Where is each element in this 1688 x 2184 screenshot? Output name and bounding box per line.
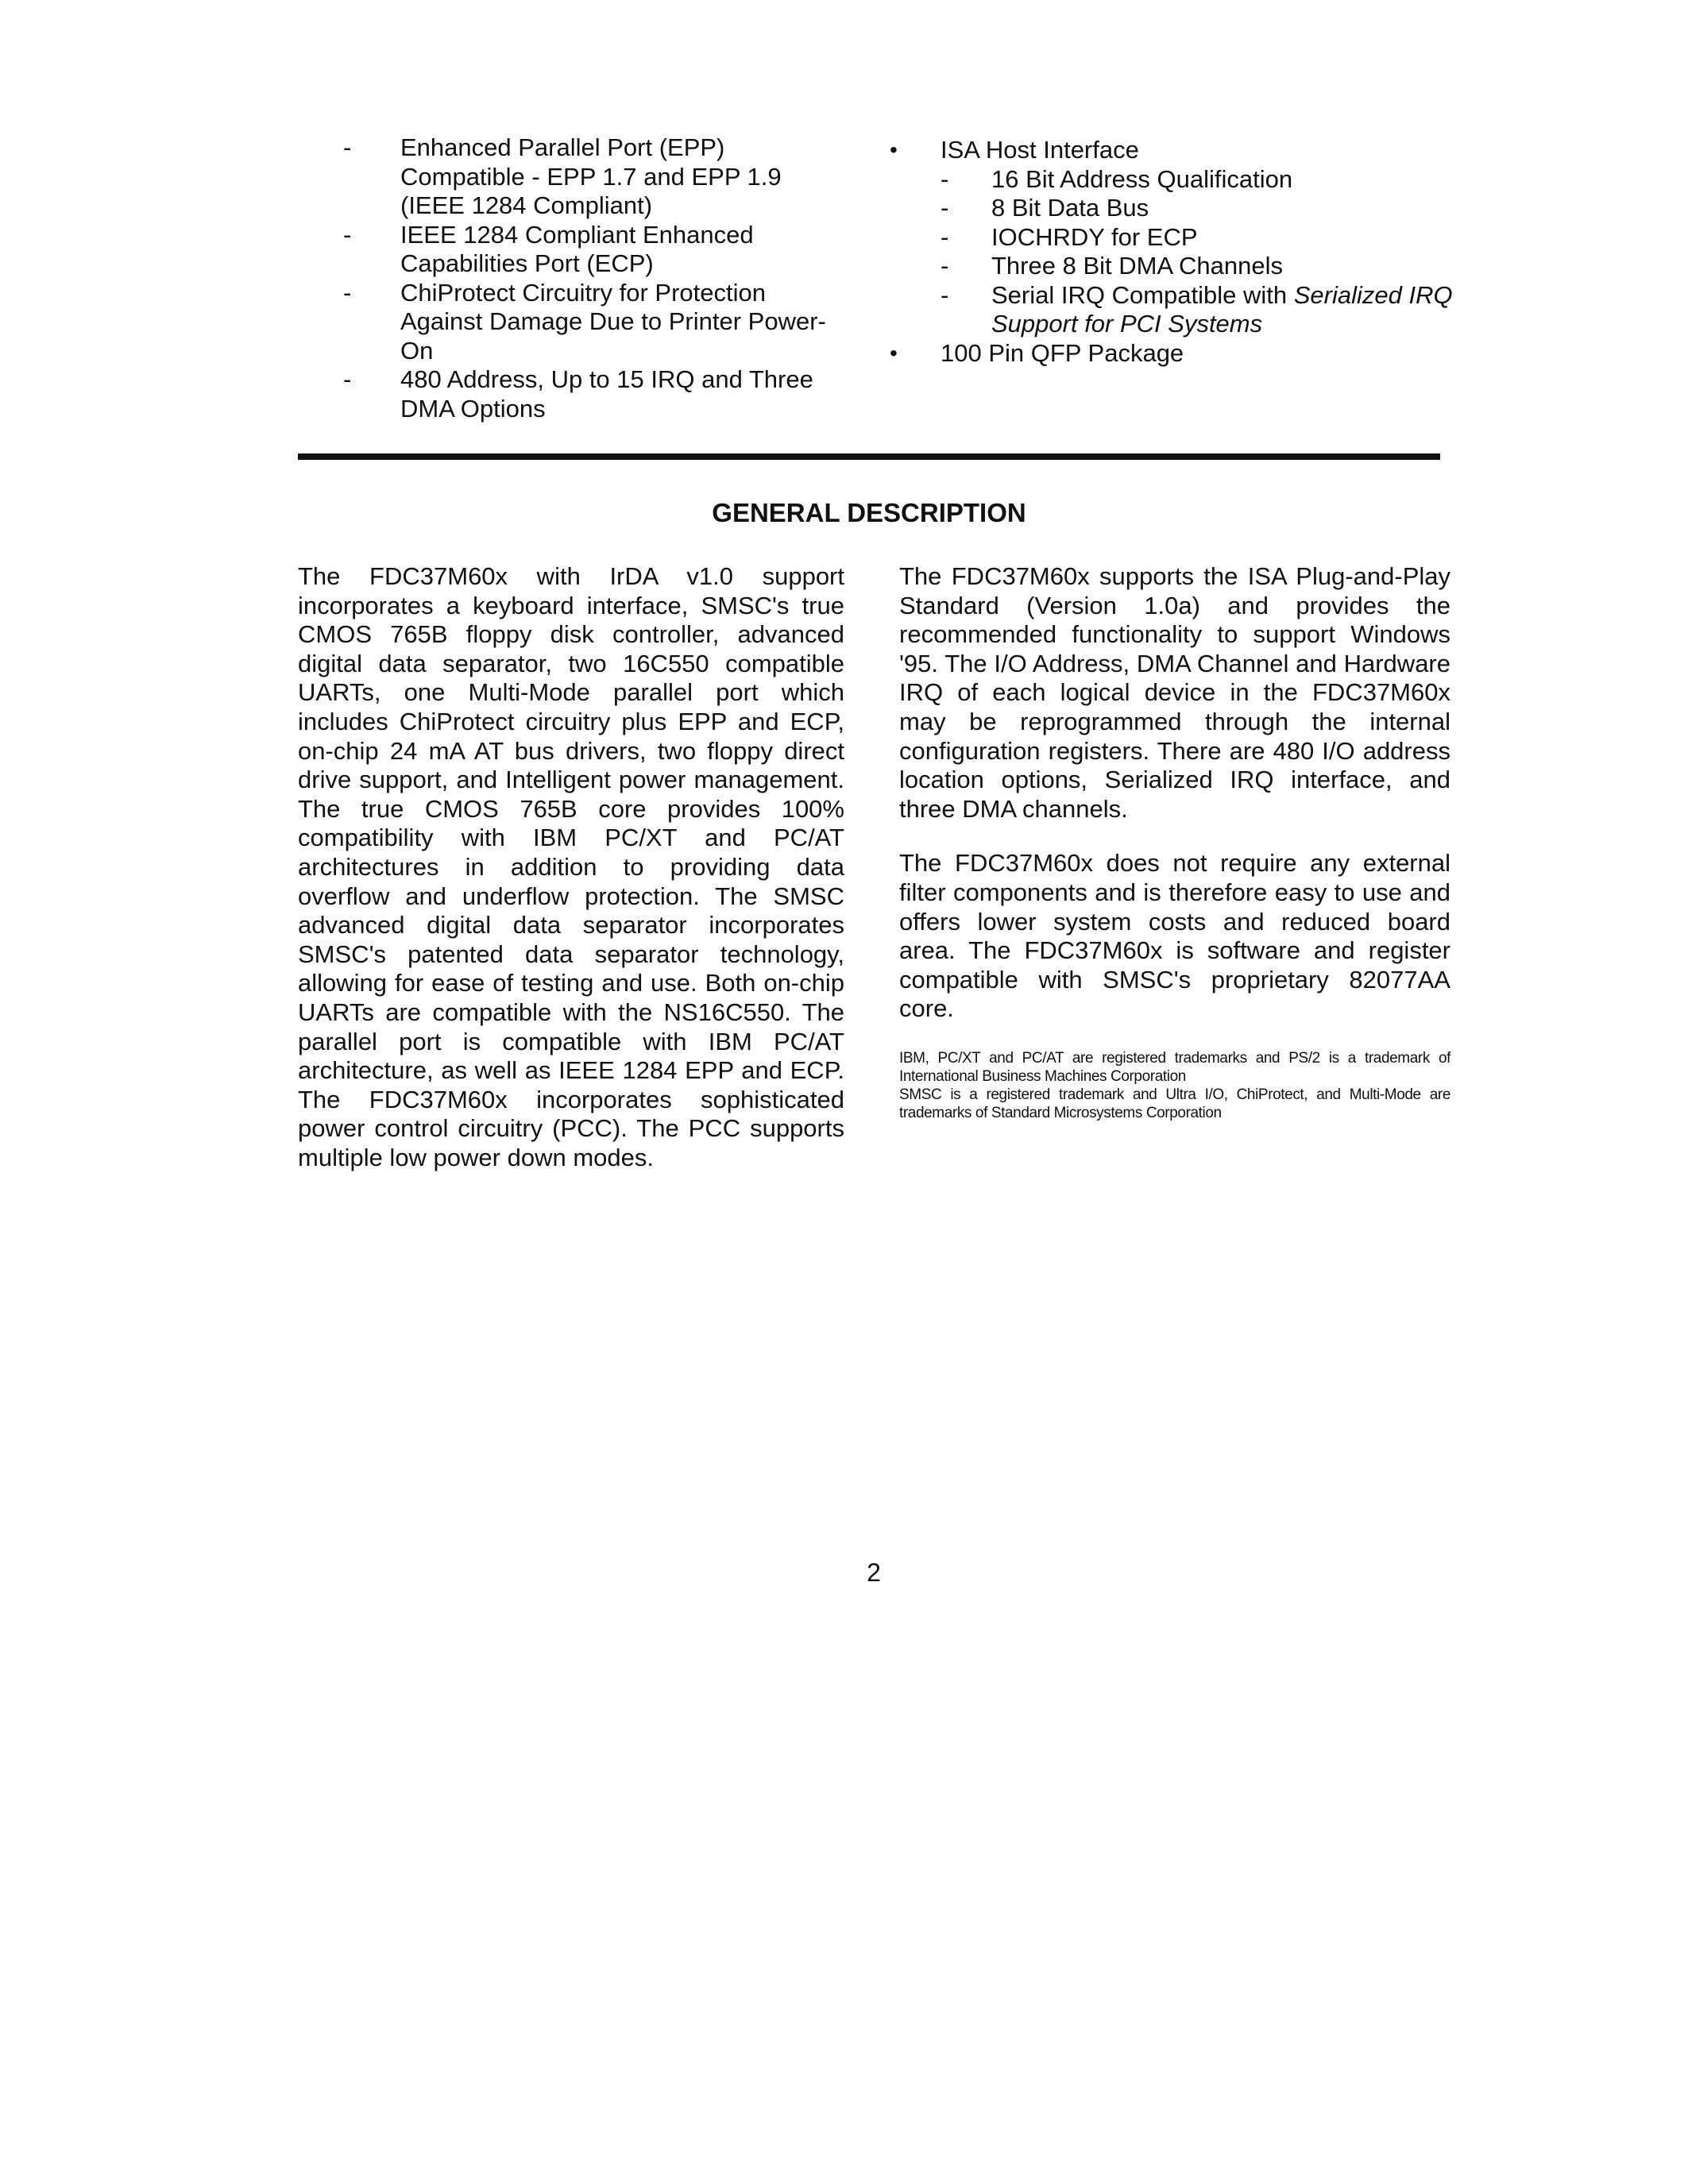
feature-text: ISA Host Interface	[941, 136, 1139, 164]
trademark-line: SMSC is a registered trademark and Ultra I/O, ChiProtect, and Multi-Mode are trademarks of Standard Microsystems Corporation	[899, 1086, 1450, 1121]
sub-feature-text: Serial IRQ Compatible with	[991, 280, 1294, 309]
feature-list-left	[343, 133, 852, 423]
dash-marker: -	[941, 222, 949, 251]
description-left-column	[298, 562, 844, 1198]
feature-bullet-isa	[890, 136, 1462, 339]
sub-feature-item	[941, 165, 1462, 195]
feature-text: 100 Pin QFP Package	[941, 338, 1184, 367]
feature-list-right	[890, 136, 1462, 368]
description-paragraph: The FDC37M60x supports the ISA Plug-and-Play Standard (Version 1.0a) and provides the recommended functionality to support Windows '95. The I/O Address, DMA Channel and Hardware IRQ of each logical device in the FDC37M60x may be reprogrammed through the internal configuration registers. There are 480 I/O address location options, Serialized IRQ interface, and three DMA channels.	[899, 562, 1450, 823]
description-paragraph: The FDC37M60x does not require any external filter components and is therefore easy to use and offers lower system costs and reduced board area. The FDC37M60x is software and register compatible with SMSC's proprietary 82077AA core.	[899, 849, 1450, 1023]
feature-item	[343, 133, 852, 221]
bullet-marker: •	[890, 340, 898, 365]
feature-item	[343, 279, 852, 366]
page-number: 2	[867, 1558, 881, 1587]
feature-item	[343, 221, 852, 279]
section-divider	[298, 453, 1440, 460]
sub-feature-item	[941, 194, 1462, 223]
sub-feature-item	[941, 252, 1462, 281]
dash-marker: -	[941, 280, 949, 309]
trademark-notice	[899, 1049, 1450, 1122]
sub-feature-text: 8 Bit Data Bus	[991, 194, 1149, 222]
sub-feature-text: IOCHRDY for ECP	[991, 222, 1198, 251]
feature-text: 480 Address, Up to 15 IRQ and Three DMA Options	[400, 365, 813, 423]
feature-text: IEEE 1284 Compliant Enhanced Capabilities Port (ECP)	[400, 220, 754, 277]
sub-feature-text: Three 8 Bit DMA Channels	[991, 252, 1284, 280]
dash-marker: -	[941, 164, 949, 193]
feature-text: Enhanced Parallel Port (EPP) Compatible - EPP 1.7 and EPP 1.9 (IEEE 1284 Compliant)	[400, 133, 782, 219]
section-title: GENERAL DESCRIPTION	[712, 498, 1026, 527]
sub-feature-item	[941, 281, 1462, 339]
feature-text: ChiProtect Circuitry for Protection Against Damage Due to Printer Power-On	[400, 278, 826, 365]
isa-sublist	[941, 165, 1462, 339]
dash-marker: -	[941, 194, 949, 222]
feature-item	[343, 365, 852, 423]
dash-marker: -	[941, 252, 949, 280]
dash-marker: -	[343, 365, 352, 393]
description-paragraph: The FDC37M60x with IrDA v1.0 support incorporates a keyboard interface, SMSC's true CMOS 765B floppy disk controller, advanced digital data separator, two 16C550 compatible UARTs, one Multi-Mode parallel port which includes ChiProtect circuitry plus EPP and ECP, on-chip 24 mA AT bus drivers, two floppy direct drive support, and Intelligent power management. The true CMOS 765B core provides 100% compatibility with IBM PC/XT and PC/AT architectures in addition to providing data overflow and underflow protection. The SMSC advanced digital data separator incorporates SMSC's patented data separator technology, allowing for ease of testing and use. Both on-chip UARTs are compatible with the NS16C550. The parallel port is compatible with IBM PC/AT architecture, as well as IEEE 1284 EPP and ECP. The FDC37M60x incorporates sophisticated power control circuitry (PCC). The PCC supports multiple low power down modes.	[298, 562, 844, 1171]
sub-feature-text: 16 Bit Address Qualification	[991, 164, 1293, 193]
dash-marker: -	[343, 278, 352, 307]
dash-marker: -	[343, 133, 352, 161]
description-right-column	[899, 562, 1450, 1122]
feature-bullet-package	[890, 339, 1462, 369]
bullet-marker: •	[890, 137, 898, 162]
trademark-line: IBM, PC/XT and PC/AT are registered trademarks and PS/2 is a trademark of International Business Machines Corporation	[899, 1049, 1450, 1085]
dash-marker: -	[343, 220, 352, 249]
italic-reference: Serialized IRQ Support for PCI Systems	[991, 280, 1453, 338]
sub-feature-item	[941, 223, 1462, 253]
